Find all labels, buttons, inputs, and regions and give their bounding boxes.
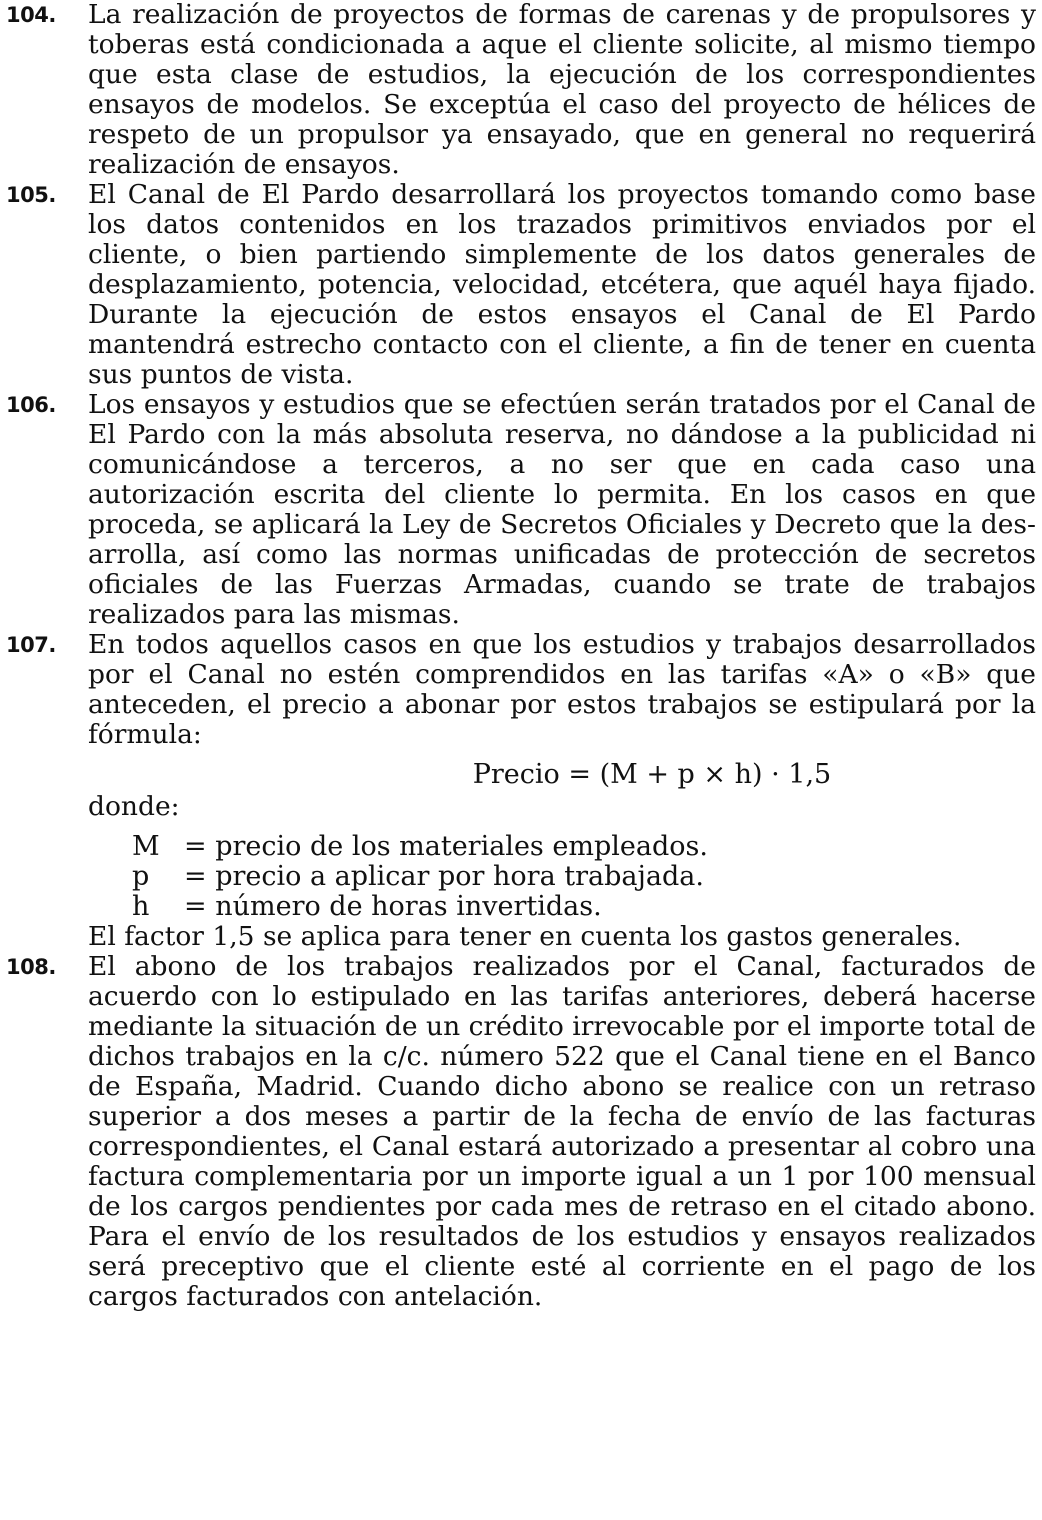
formula-definitions [132,832,1036,922]
clause-106 [2,390,1036,630]
clause-107 [2,630,1036,952]
definition-symbol: h [132,891,150,922]
definition-row [132,892,1036,922]
clause-closing-text: El factor 1,5 se aplica para tener en cuenta los gastos generales. [88,921,962,952]
clause-text: El Canal de El Pardo desarrollará los proyectos tomando como base los datos contenidos en los trazados primitivos enviados por el cliente, o bien partiendo simplemente de los datos generales de desplazamiento, potencia, velocidad, etcétera, que aquél haya fijado. Durante la ejecución de estos ensayos el Canal de El Pardo mantendrá estrecho contacto con el cliente, a fin de tener en cuenta sus puntos de vista. [88,179,1036,390]
clause-text: El abono de los trabajos realizados por el Canal, facturados de acuerdo con lo estipulado en las tarifas anteriores, deberá hacerse mediante la situación de un crédito irrevocable por el importe total de dichos trabajos en la c/c. número 522 que el Canal tiene en el Banco de España, Madrid. Cuando dicho abono se realice con un retraso superior a dos meses a partir de la fecha de envío de las facturas correspondientes, el Canal estará autorizado a presentar al cobro una factura complementaria por un importe igual a un 1 por 100 mensual de los cargos pendientes por cada mes de retraso en el citado abono. Para el envío de los resultados de los estudios y ensayos realizados será preceptivo que el cliente esté al corriente en el pago de los cargos facturados con antelación. [88,951,1036,1312]
clause-108 [2,952,1036,1312]
clause-text: Los ensayos y estudios que se efectúen serán tratados por el Canal de El Pardo con la más absoluta reserva, no dándose a la publicidad ni comunicándose a terceros, a no ser que en cada caso una autorización escrita del cliente lo permita. En los casos en que proceda, se aplicará la Ley de Secretos Oficiales y Decreto que la desarrolla, así como las normas unificadas de protección de secretos oficiales de las Fuerzas Armadas, cuando se trate de trabajos realizados para las mismas. [88,389,1036,630]
definition-symbol: M [132,831,160,862]
definition-row [132,832,1036,862]
definition-meaning: = precio a aplicar por hora trabajada. [184,861,704,892]
definition-row [132,862,1036,892]
definition-meaning: = precio de los materiales empleados. [184,831,708,862]
clause-number: 107. [6,633,56,657]
definition-symbol: p [132,861,150,892]
clause-text: En todos aquellos casos en que los estudios y trabajos desarrollados por el Canal no estén comprendidos en las tarifas «A» o «B» que anteceden, el precio a abonar por estos trabajos se estipulará por la fórmula: [88,629,1036,750]
clause-105 [2,180,1036,390]
clause-number: 105. [6,183,56,207]
price-formula: Precio = (M + p × h) · 1,5 [472,759,832,790]
clause-number: 108. [6,955,56,979]
clause-text: La realización de proyectos de formas de carenas y de propulsores y toberas está condicionada a aque el cliente solicite, al mismo tiempo que esta clase de estudios, la ejecución de los correspondientes ensayos de modelos. Se exceptúa el caso del proyecto de hélices de respeto de un propulsor ya ensayado, que en general no requerirá realización de ensayos. [88,0,1036,180]
definition-meaning: = número de horas invertidas. [184,891,602,922]
clause-number: 104. [6,3,56,27]
clause-number: 106. [6,393,56,417]
donde-label: donde: [88,791,180,822]
clause-104 [2,0,1036,180]
